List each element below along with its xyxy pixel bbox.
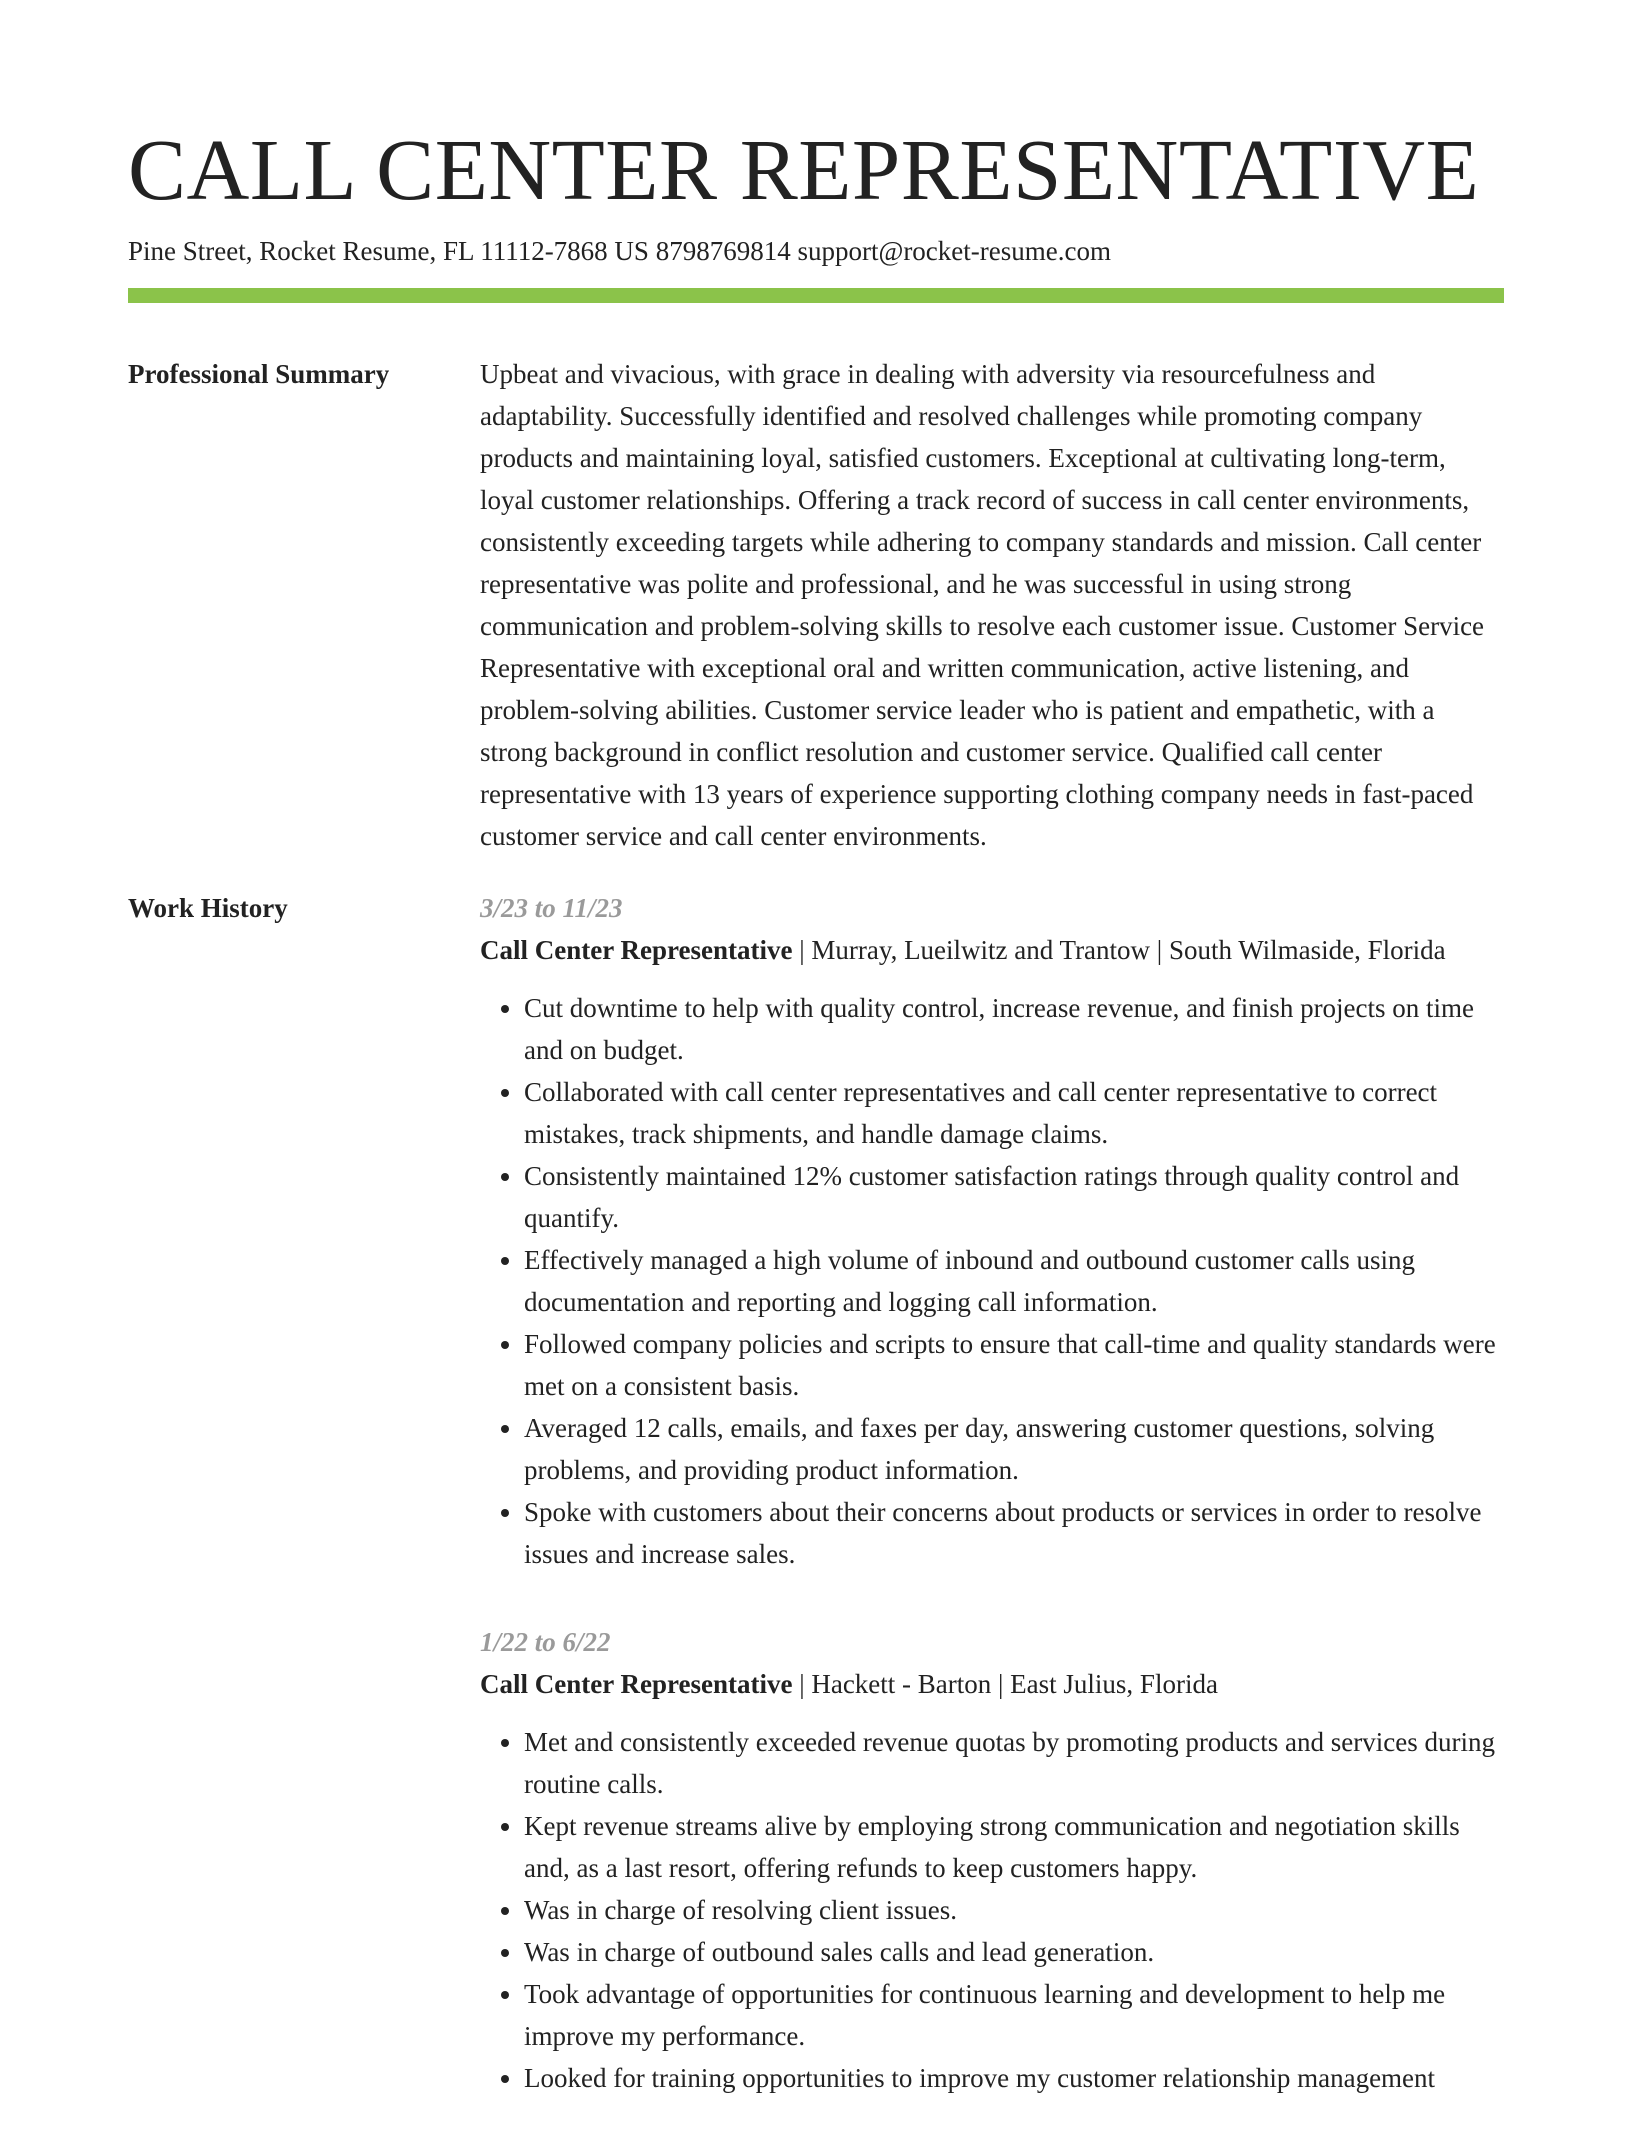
- job-bullet: • Averaged 12 calls, emails, and faxes per day, answering customer questions, solving problems, and providing product information.: [524, 1407, 1504, 1491]
- summary-text: Upbeat and vivacious, with grace in dealing with adversity via resourcefulness and adaptability. Successfully identified and resolved challenges while promoting company products and maintaining loyal, satisfied customers. Exceptional at cultivating long-term, loyal customer relationships. Offering a track record of success in call center environments, consistently exceeding targets while adhering to company standards and mission. Call center representative was polite and professional, and he was successful in using strong communication and problem-solving skills to resolve each customer issue. Customer Service Representative with exceptional oral and written communication, active listening, and problem-solving abilities. Customer service leader who is patient and empathetic, with a strong background in conflict resolution and customer service. Qualified call center representative with 13 years of experience supporting clothing company needs in fast-paced customer service and call center environments.: [480, 359, 1485, 851]
- job-bullet: • Kept revenue streams alive by employing strong communication and negotiation skills and, as a last resort, offering refunds to keep customers happy.: [524, 1805, 1504, 1889]
- job-bullet: • Spoke with customers about their concerns about products or services in order to resolve issues and increase sales.: [524, 1491, 1504, 1575]
- job-bullet: • Effectively managed a high volume of inbound and outbound customer calls using documentation and reporting and logging call information.: [524, 1239, 1504, 1323]
- resume-page: [128, 0, 1504, 2145]
- job-bullet-list: [480, 1721, 1504, 2099]
- work-history-section: [128, 887, 1504, 2145]
- job-bullet: • Consistently maintained 12% customer satisfaction ratings through quality control and quantify.: [524, 1155, 1504, 1239]
- resume-name-heading: CALL CENTER REPRESENTATIVE: [128, 121, 1480, 218]
- job-details: | Murray, Lueilwitz and Trantow | South Wilmaside, Florida: [792, 935, 1446, 965]
- job-bullet: • Followed company policies and scripts to ensure that call-time and quality standards were met on a consistent basis.: [524, 1323, 1504, 1407]
- job-bullet: • Took advantage of opportunities for continuous learning and development to help me improve my performance.: [524, 1973, 1504, 2057]
- job-title: Call Center Representative: [480, 1669, 793, 1699]
- job-entry: [480, 1621, 1504, 2099]
- job-dates: 1/22 to 6/22: [480, 1627, 611, 1657]
- job-bullet: • Met and consistently exceeded revenue quotas by promoting products and services during routine calls.: [524, 1721, 1504, 1805]
- job-bullet: • Looked for training opportunities to improve my customer relationship management: [524, 2057, 1504, 2099]
- job-bullet-list: [480, 987, 1504, 1575]
- job-bullet: • Was in charge of resolving client issues.: [524, 1889, 1504, 1931]
- professional-summary-section: [128, 353, 1504, 857]
- job-bullet: • Cut downtime to help with quality control, increase revenue, and finish projects on time and on budget.: [524, 987, 1504, 1071]
- job-title-line: [480, 929, 1504, 971]
- section-label-summary: Professional Summary: [128, 359, 390, 389]
- job-title: Call Center Representative: [480, 935, 793, 965]
- job-details: | Hackett - Barton | East Julius, Florida: [792, 1669, 1218, 1699]
- job-dates: 3/23 to 11/23: [480, 893, 623, 923]
- work-history-list: [480, 887, 1504, 2145]
- job-title-line: [480, 1663, 1504, 1705]
- accent-divider: [128, 288, 1504, 303]
- contact-line: Pine Street, Rocket Resume, FL 11112-7868 US 8798769814 support@rocket-resume.com: [128, 236, 1111, 266]
- job-entry: [480, 887, 1504, 1575]
- job-bullet: • Collaborated with call center representatives and call center representative to correct mistakes, track shipments, and handle damage claims.: [524, 1071, 1504, 1155]
- section-label-work-history: Work History: [128, 893, 288, 923]
- job-bullet: • Was in charge of outbound sales calls and lead generation.: [524, 1931, 1504, 1973]
